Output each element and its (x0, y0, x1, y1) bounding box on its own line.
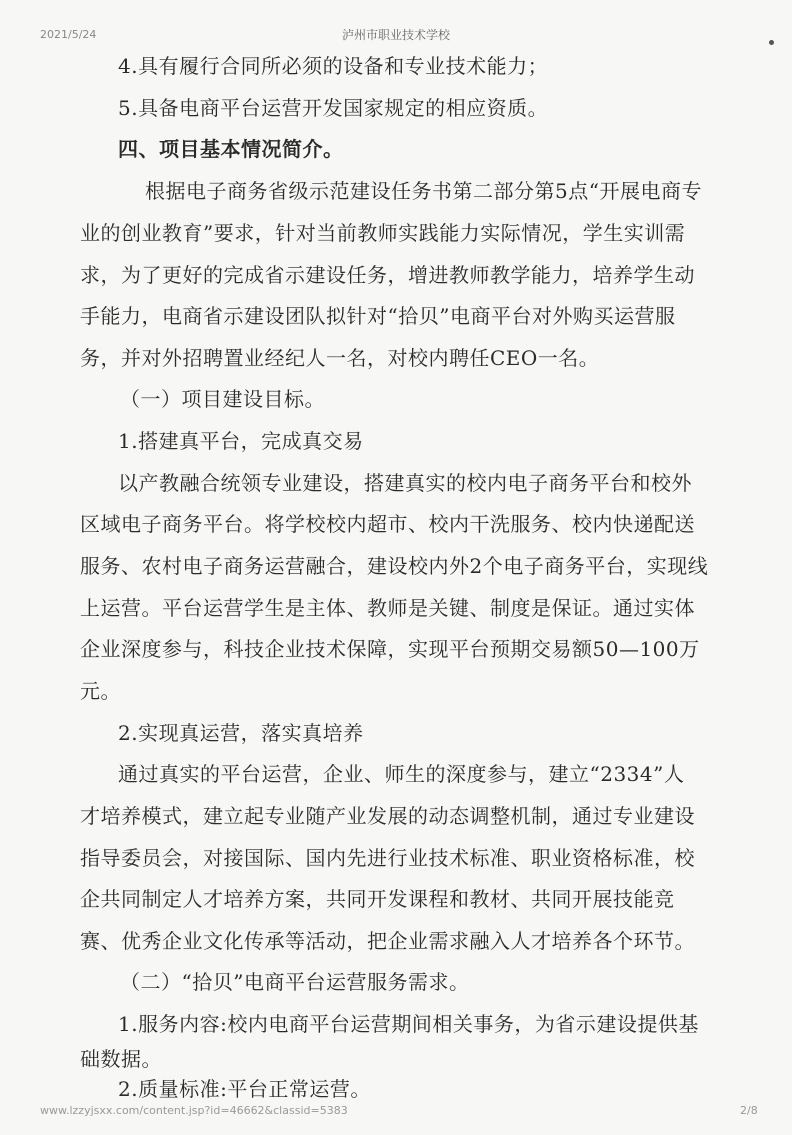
text-line: 手能力，电商省示建设团队拟针对“拾贝”电商平台对外购买运营服 (80, 304, 676, 328)
text-line: 才培养模式，建立起专业随产业发展的动态调整机制，通过专业建设 (80, 804, 695, 828)
text-line: 以产教融合统领专业建设，搭建真实的校内电子商务平台和校外 (118, 471, 692, 495)
text-line: 2.实现真运营，落实真培养 (118, 721, 364, 745)
text-line: 1.搭建真平台，完成真交易 (118, 429, 364, 453)
text-line: 4.具有履行合同所必须的设备和专业技术能力； (118, 54, 549, 78)
text-line: 企业深度参与，科技企业技术保障，实现平台预期交易额50—100万 (80, 637, 700, 661)
text-line: 区域电子商务平台。将学校校内超市、校内干洗服务、校内快递配送 (80, 512, 695, 536)
text-line: 2.质量标准:平台正常运营。 (118, 1077, 371, 1101)
text-line: 根据电子商务省级示范建设任务书第二部分第5点“开展电商专 (145, 179, 702, 203)
text-line: 企共同制定人才培养方案，共同开发课程和教材、共同开展技能竞 (80, 887, 675, 911)
scan-dot-mark (769, 40, 774, 45)
text-line: 务，并对外招聘置业经纪人一名，对校内聘任CEO一名。 (80, 346, 600, 370)
text-line: 5.具备电商平台运营开发国家规定的相应资质。 (118, 96, 549, 120)
text-line: 元。 (80, 679, 121, 703)
text-line: 赛、优秀企业文化传承等活动，把企业需求融入人才培养各个环节。 (80, 929, 695, 953)
text-line: 1.服务内容:校内电商平台运营期间相关事务，为省示建设提供基 (118, 1012, 699, 1036)
text-line: 业的创业教育”要求，针对当前教师实践能力实际情况，学生实训需 (80, 221, 686, 245)
text-line: 础数据。 (80, 1047, 162, 1071)
footer-page-number: 2/8 (740, 1104, 758, 1117)
text-line: 上运营。平台运营学生是主体、教师是关键、制度是保证。通过实体 (80, 596, 695, 620)
footer-url: www.lzzyjsxx.com/content.jsp?id=46662&classid=5383 (40, 1104, 348, 1117)
text-line: 通过真实的平台运营，企业、师生的深度参与，建立“2334”人 (118, 762, 685, 786)
section-heading: 四、项目基本情况简介。 (118, 137, 344, 161)
subsection-heading: （一）项目建设目标。 (120, 387, 325, 411)
subsection-heading: （二）“拾贝”电商平台运营服务需求。 (120, 970, 470, 994)
text-line: 指导委员会，对接国际、国内先进行业技术标准、职业资格标准，校 (80, 846, 695, 870)
text-line: 求，为了更好的完成省示建设任务，增进教师教学能力，培养学生动 (80, 263, 695, 287)
page-header-title: 泸州市职业技术学校 (341, 28, 450, 42)
print-date: 2021/5/24 (40, 28, 97, 41)
text-line: 服务、农村电子商务运营融合，建设校内外2个电子商务平台，实现线 (80, 554, 709, 578)
